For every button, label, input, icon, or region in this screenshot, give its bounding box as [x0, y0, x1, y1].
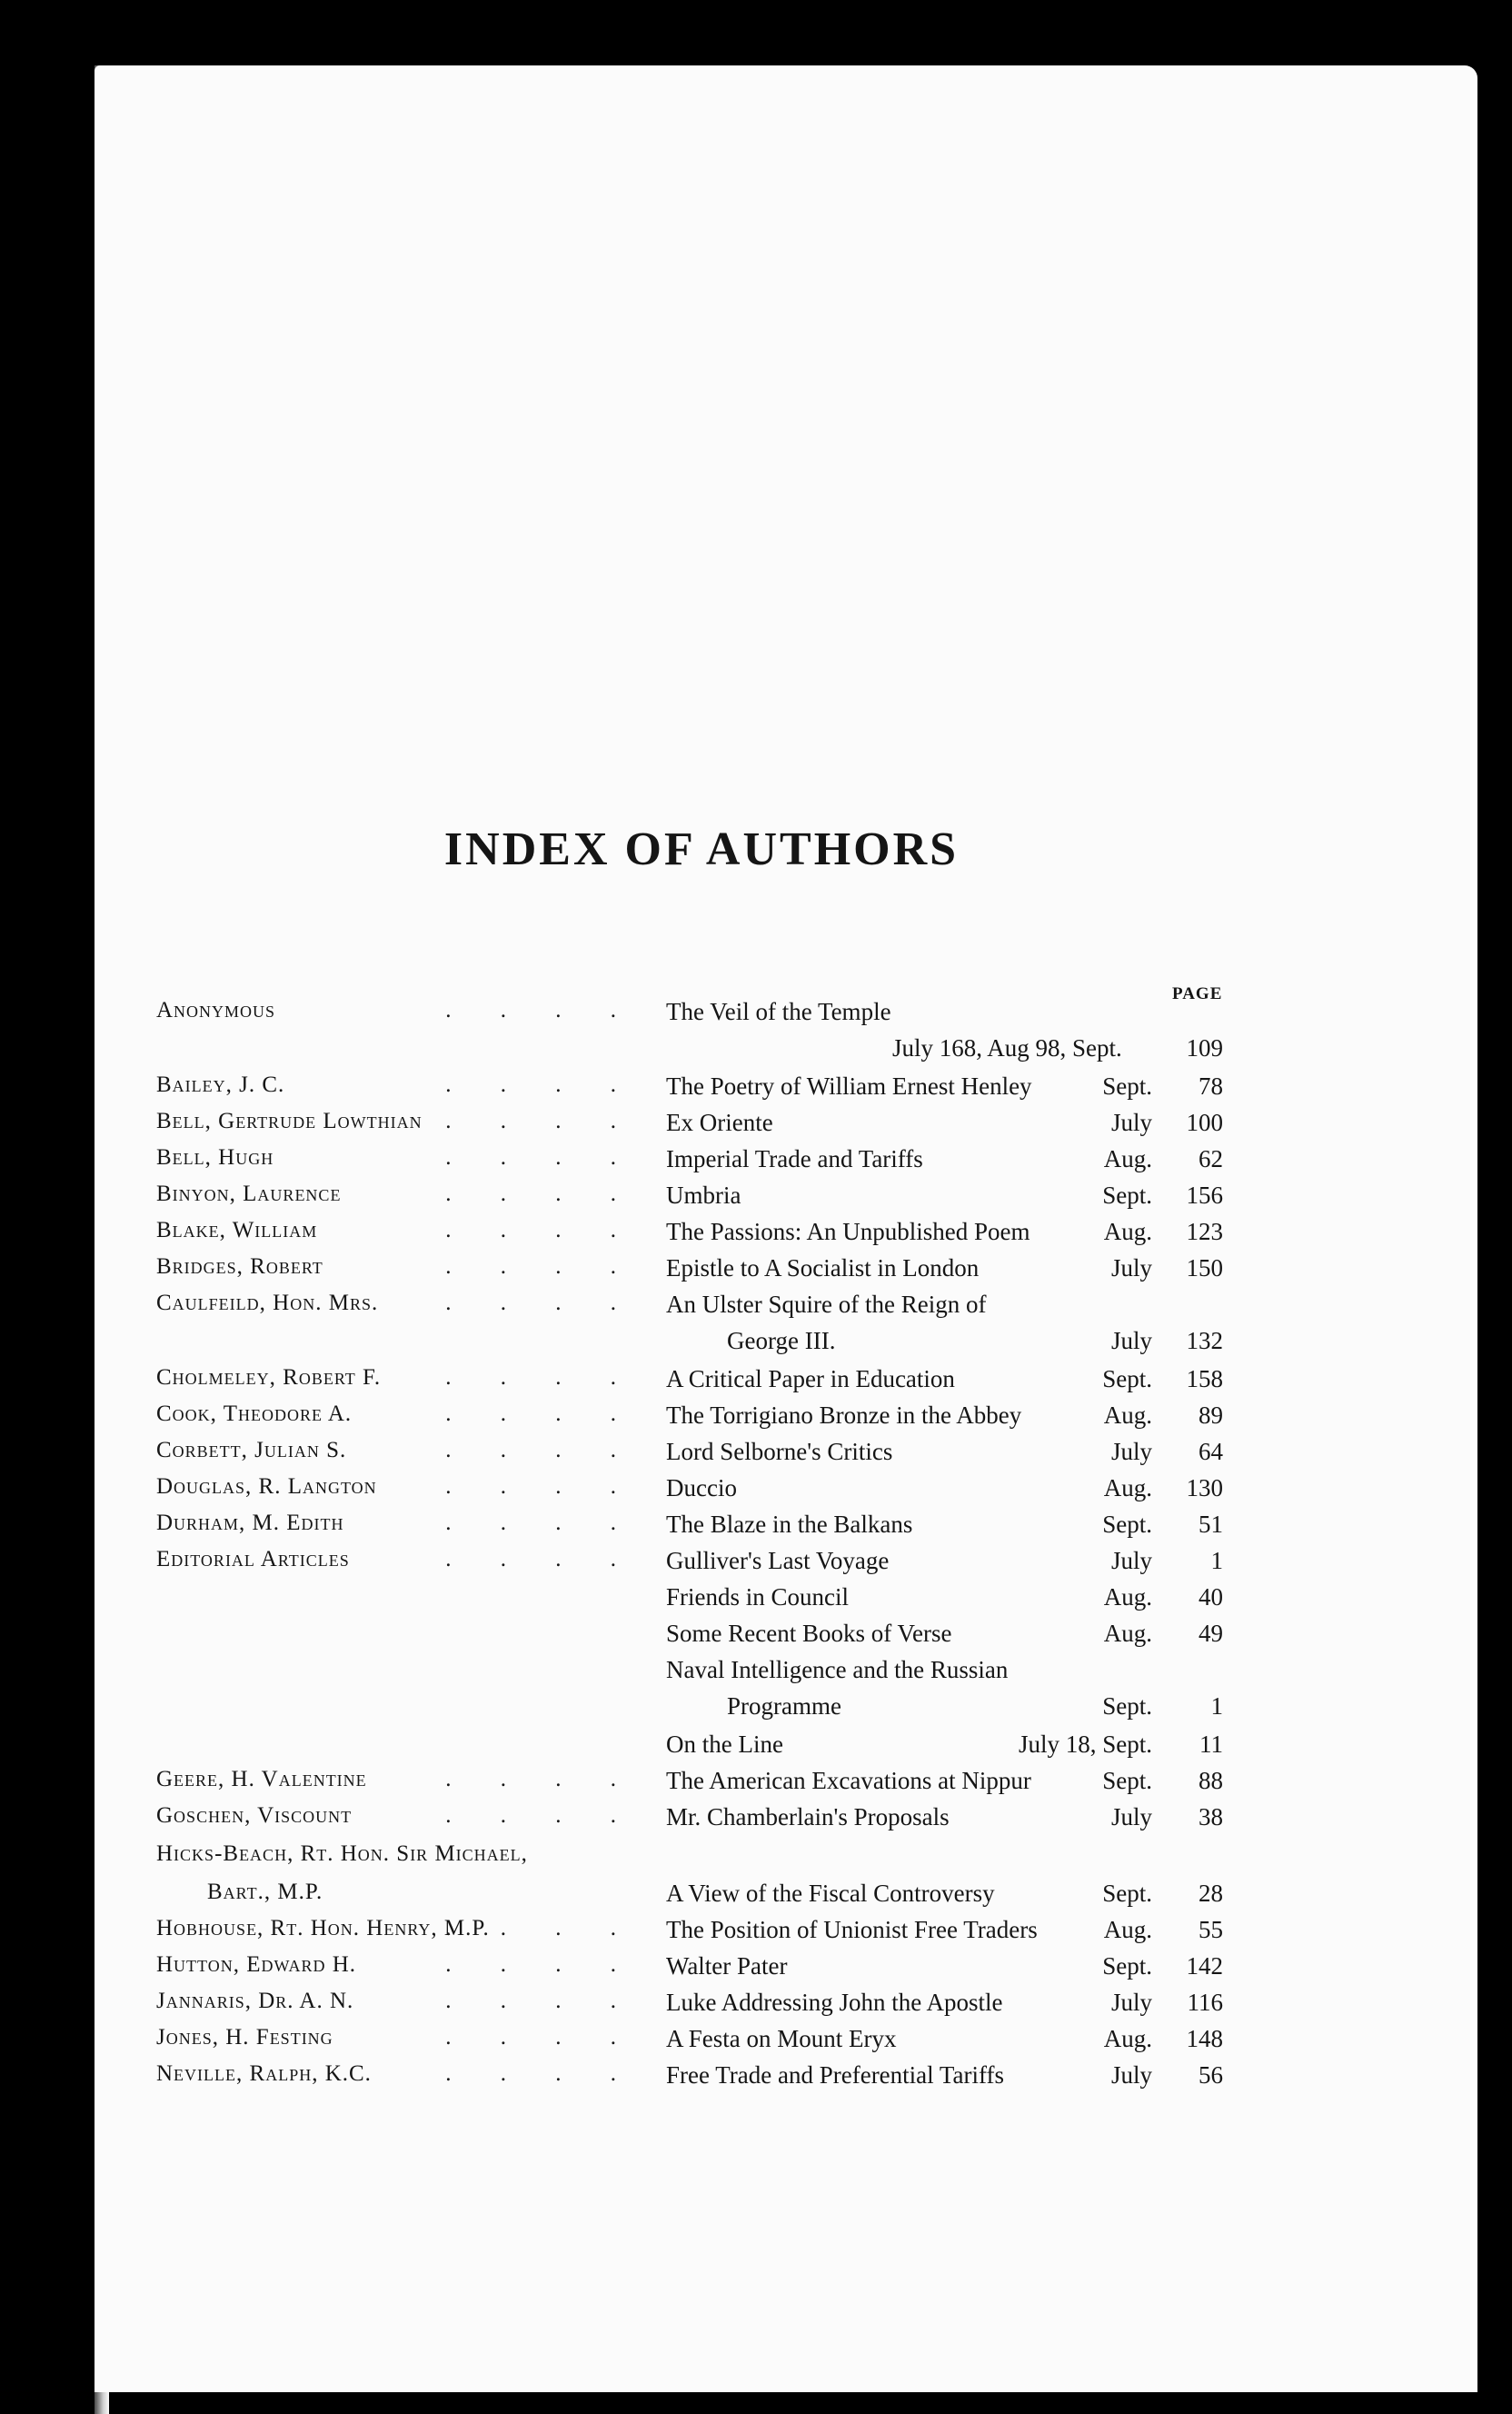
author-name-text: Blake, William — [156, 1218, 318, 1242]
page-number: 130 — [1186, 1474, 1223, 1501]
author-name — [156, 2061, 638, 2098]
article-title: The Veil of the Temple — [666, 998, 891, 1025]
page-number: 109 — [1186, 1034, 1223, 1062]
leader-dots: . . . . — [445, 1145, 638, 1170]
author-name-text: Caulfeild, Hon. Mrs. — [156, 1291, 379, 1315]
article-title: The Blaze in the Balkans — [666, 1511, 913, 1538]
issue-month: July — [1110, 1438, 1152, 1465]
author-name — [156, 1511, 638, 1547]
article-title: A Critical Paper in Education — [666, 1365, 955, 1392]
page-number: 56 — [1199, 2061, 1223, 2089]
issue-month: July — [1110, 1327, 1152, 1354]
author-name-text: Hobhouse, Rt. Hon. Henry, M.P. — [156, 1916, 490, 1940]
leader-dots: . . . . — [445, 2061, 638, 2086]
page-number: 78 — [1199, 1072, 1223, 1100]
author-name-text: Cook, Theodore A. — [156, 1402, 353, 1426]
leader-dots: . . . . — [445, 1989, 638, 2013]
page-number: 142 — [1186, 1952, 1223, 1980]
author-name — [156, 1145, 638, 1182]
author-name-text: Jannaris, Dr. A. N. — [156, 1989, 354, 2013]
leader-dots: . . . . — [445, 1254, 638, 1279]
issue-month: Aug. — [1103, 1145, 1152, 1172]
issue-month: Sept. — [1102, 1072, 1152, 1100]
issue-month: Sept. — [1102, 1182, 1152, 1209]
article-title: On the Line — [666, 1731, 783, 1758]
author-name-text: Hicks-Beach, Rt. Hon. Sir Michael, — [156, 1841, 528, 1866]
page-number: 132 — [1186, 1327, 1223, 1354]
article-title: The American Excavations at Nippur — [666, 1767, 1031, 1794]
leader-dots: . . . . — [445, 1511, 638, 1535]
page-number: 40 — [1199, 1583, 1223, 1611]
issue-month: July — [1110, 1547, 1152, 1574]
issue-month: Sept. — [1102, 1767, 1152, 1794]
author-name-text: Bridges, Robert — [156, 1254, 323, 1279]
page-number: 156 — [1186, 1182, 1223, 1209]
author-name — [156, 1109, 638, 1145]
author-name-text: Geere, H. Valentine — [156, 1767, 367, 1791]
page-number: 150 — [1186, 1254, 1223, 1282]
author-name — [156, 1841, 638, 1878]
page-title: INDEX OF AUTHORS — [443, 823, 960, 875]
article-title: Free Trade and Preferential Tariffs — [666, 2061, 1005, 2089]
author-name-text: Corbett, Julian S. — [156, 1438, 347, 1462]
author-name-text: Bell, Gertrude Lowthian — [156, 1109, 423, 1133]
article-title: Duccio — [666, 1474, 737, 1501]
issue-month: Aug. — [1103, 1474, 1152, 1501]
leader-dots: . . . . — [445, 2025, 638, 2050]
issue-month: Aug. — [1103, 1218, 1152, 1245]
article-title-continued: Programme — [727, 1692, 841, 1720]
author-name-text: Binyon, Laurence — [156, 1182, 342, 1206]
author-name — [156, 1402, 638, 1438]
author-name — [156, 1218, 638, 1254]
page-number: 1 — [1210, 1692, 1223, 1720]
page-number: 100 — [1186, 1109, 1223, 1136]
article-title: Walter Pater — [666, 1952, 788, 1980]
author-name-text: Hutton, Edward H. — [156, 1952, 357, 1977]
leader-dots: . . . . — [445, 1952, 638, 1977]
leader-dots: . . . . — [445, 1072, 638, 1097]
page-number: 123 — [1186, 1218, 1223, 1245]
article-title: Some Recent Books of Verse — [666, 1620, 952, 1647]
issue-month: Sept. — [1102, 1511, 1152, 1538]
author-name — [156, 1547, 638, 1583]
leader-dots: . . . . — [445, 1916, 638, 1940]
author-name — [156, 1474, 638, 1511]
issue-month: July — [1110, 1803, 1152, 1830]
leader-dots: . . . . — [445, 1803, 638, 1828]
author-name-text: Jones, H. Festing — [156, 2025, 333, 2050]
page-number: 89 — [1199, 1402, 1223, 1429]
article-title: The Passions: An Unpublished Poem — [666, 1218, 1030, 1245]
article-title: Ex Oriente — [666, 1109, 773, 1136]
issue-month: Sept. — [1102, 1365, 1152, 1392]
page-number: 116 — [1187, 1989, 1223, 2016]
author-name-text: Neville, Ralph, K.C. — [156, 2061, 372, 2086]
issue-month: Aug. — [1103, 1916, 1152, 1943]
author-name — [156, 1254, 638, 1291]
author-name-text: Anonymous — [156, 998, 276, 1022]
author-name-text: Editorial Articles — [156, 1547, 350, 1571]
page-number: 38 — [1199, 1803, 1223, 1830]
page-number: 88 — [1199, 1767, 1223, 1794]
author-name — [156, 1438, 638, 1474]
author-name — [156, 998, 638, 1034]
article-title: Imperial Trade and Tariffs — [666, 1145, 923, 1172]
author-name — [156, 1182, 638, 1218]
leader-dots: . . . . — [445, 998, 638, 1022]
issue-month: Aug. — [1103, 1402, 1152, 1429]
article-title: Lord Selborne's Critics — [666, 1438, 893, 1465]
author-name — [156, 1767, 638, 1803]
article-title: Epistle to A Socialist in London — [666, 1254, 980, 1282]
article-title: Mr. Chamberlain's Proposals — [666, 1803, 950, 1830]
issue-month: July — [1110, 1254, 1152, 1282]
leader-dots: . . . . — [445, 1291, 638, 1315]
author-name-text: Bell, Hugh — [156, 1145, 274, 1170]
article-title: Luke Addressing John the Apostle — [666, 1989, 1003, 2016]
issue-month: Aug. — [1103, 1620, 1152, 1647]
page-number: 64 — [1199, 1438, 1223, 1465]
article-title: A View of the Fiscal Controversy — [666, 1880, 995, 1907]
author-name — [156, 1952, 638, 1989]
author-name — [156, 1072, 638, 1109]
page-number: 11 — [1199, 1731, 1223, 1758]
leader-dots: . . . . — [445, 1402, 638, 1426]
page-number: 158 — [1186, 1365, 1223, 1392]
leader-dots: . . . . — [445, 1767, 638, 1791]
page-number: 49 — [1199, 1620, 1223, 1647]
article-title: Friends in Council — [666, 1583, 849, 1611]
article-title: A Festa on Mount Eryx — [666, 2025, 897, 2052]
author-name-text: Durham, M. Edith — [156, 1511, 344, 1535]
page-number: 51 — [1199, 1511, 1223, 1538]
page-number: 28 — [1199, 1880, 1223, 1907]
author-name-text: Bailey, J. C. — [156, 1072, 285, 1097]
article-title-continued: July 168, Aug 98, Sept. — [892, 1034, 1122, 1062]
leader-dots: . . . . — [445, 1474, 638, 1499]
author-name-text: Douglas, R. Langton — [156, 1474, 377, 1499]
issue-month: July — [1110, 1989, 1152, 2016]
author-name — [156, 1989, 638, 2025]
article-title: The Position of Unionist Free Traders — [666, 1916, 1038, 1943]
issue-month: Aug. — [1103, 1583, 1152, 1611]
issue-month: Sept. — [1102, 1692, 1152, 1720]
leader-dots: . . . . — [445, 1547, 638, 1571]
leader-dots: . . . . — [445, 1218, 638, 1242]
leader-dots: . . . . — [445, 1109, 638, 1133]
leader-dots: . . . . — [445, 1182, 638, 1206]
issue-month: Sept. — [1102, 1880, 1152, 1907]
author-name — [156, 1803, 638, 1840]
page-column-heading: PAGE — [1172, 984, 1223, 1003]
issue-month: Sept. — [1102, 1952, 1152, 1980]
author-name — [156, 1291, 638, 1327]
author-name — [156, 1916, 638, 1952]
issue-month: July — [1110, 1109, 1152, 1136]
page-number: 62 — [1199, 1145, 1223, 1172]
article-title: The Poetry of William Ernest Henley — [666, 1072, 1032, 1100]
author-name-continued: Bart., M.P. — [207, 1880, 323, 1904]
issue-month: Aug. — [1103, 2025, 1152, 2052]
author-name — [156, 2025, 638, 2061]
article-title: Gulliver's Last Voyage — [666, 1547, 890, 1574]
page-number: 1 — [1210, 1547, 1223, 1574]
article-title: Umbria — [666, 1182, 741, 1209]
author-name — [156, 1365, 638, 1402]
author-name-text: Cholmeley, Robert F. — [156, 1365, 382, 1390]
article-title: The Torrigiano Bronze in the Abbey — [666, 1402, 1022, 1429]
author-name-text: Goschen, Viscount — [156, 1803, 353, 1828]
leader-dots: . . . . — [445, 1365, 638, 1390]
page-number: 148 — [1186, 2025, 1223, 2052]
page-number: 55 — [1199, 1916, 1223, 1943]
issue-month: July — [1110, 2061, 1152, 2089]
issue-month: July 18, Sept. — [1018, 1731, 1152, 1758]
leader-dots: . . . . — [445, 1438, 638, 1462]
article-title-continued: George III. — [727, 1327, 836, 1354]
article-title: Naval Intelligence and the Russian — [666, 1656, 1009, 1683]
article-title: An Ulster Squire of the Reign of — [666, 1291, 987, 1318]
